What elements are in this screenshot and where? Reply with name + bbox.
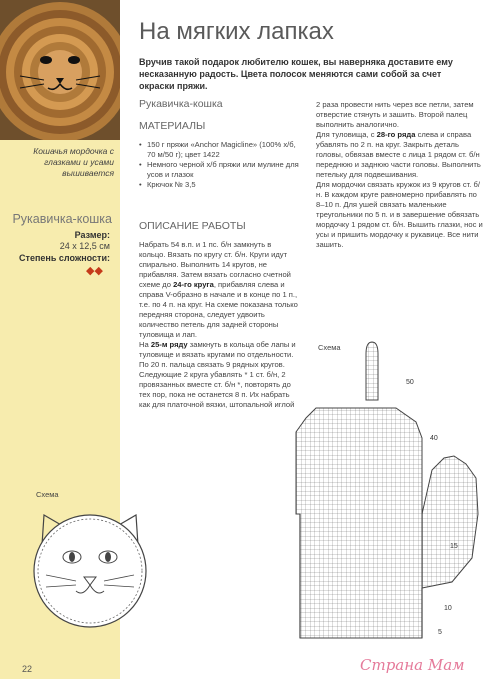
sidebar-title: Рукавичка-кошка (12, 212, 112, 226)
mitten-schema-label: Схема (318, 343, 341, 352)
sidebar (0, 0, 120, 679)
chart-number: 5 (438, 629, 442, 636)
cat-mitten-photo (0, 0, 120, 140)
material-item: • Немного черной х/б пряжи или мулине для усов и глазок (139, 160, 299, 180)
watermark: Страна Мам (360, 656, 465, 674)
chart-number: 15 (450, 543, 458, 550)
material-item: • 150 г пряжи «Anchor Magicline» (100% х/б, 70 м/50 г); цвет 1422 (139, 140, 299, 160)
size-value: 24 x 12,5 см (59, 241, 110, 251)
page-number: 22 (22, 664, 33, 674)
difficulty-label: Степень сложности: (19, 253, 110, 263)
photo-caption: Кошачья мордочка с глазками и усами вышивается (33, 146, 114, 178)
face-schema-label: Схема (36, 490, 59, 499)
intro-text: Вручив такой подарок любителю кошек, вы наверняка доставите ему несказанную радость. Цвета полосок меняются сами собой за счет окраски пряжи. (139, 57, 453, 91)
chart-number: 10 (444, 605, 452, 612)
difficulty-diamond-icons: ◆◆ (86, 265, 103, 277)
page-title: На мягких лапках (139, 18, 334, 45)
cat-face-diagram (30, 505, 150, 630)
description-heading: ОПИСАНИЕ РАБОТЫ (139, 220, 246, 232)
materials-list (139, 140, 299, 190)
chart-number: 40 (430, 435, 438, 442)
size-label: Размер: (74, 230, 110, 240)
materials-list-wrap (139, 140, 299, 190)
pattern-subtitle: Рукавичка-кошка (139, 98, 223, 110)
material-item: • Крючок № 3,5 (139, 180, 299, 190)
mitten-chart-diagram (292, 338, 492, 658)
continuation-text: 2 раза провести нить через все петли, затем отверстие стянуть и зашить. Второй палец выполнить аналогично. Для туловища, с 28-го ряда слева и справа убавлять по 2 п. на круг. Закрыть деталь головы, обвязав вместе с лица 1 рядом ст. б/н переднюю и заднюю части головы. Выполнить петельку для подвешивания. Для мордочки связать кружок из 9 кругов ст. б/н. В каждом круге равномерно прибавлять по 8–10 п. Для ушей связать маленькие треугольники по 5 п. и в завершение обвязать мордочку 1 рядом ст. б/н. Вышить глазки, нос и усы и пришить мордочку к рукавице. Все нити зашить. (316, 100, 483, 249)
description-text: Набрать 54 в.п. и 1 пс. б/н замкнуть в кольцо. Вязать по кругу ст. б/н. Круги идут спирально. Выполнить 14 кругов, не прибавляя. Затем вязать согласно счетной схеме до 24-го круга, прибавляя слева и справа V-образно в начале и в конце по 1 п., т.е. по 4 п. на круг. На схеме показана только передняя сторона, следует удвоить количество петель для задней стороны туловища и лап. На 25-м ряду замкнуть в кольца обе лапы и туловище и вязать кругами по отдельности. По 20 п. пальца связать 9 рядных кругов. Следующие 2 круга убавлять * 1 ст. б/н, 2 провязанных вместе ст. б/н *, повторять до тех пор, пока не останется 8 п. Их набрать как для платочной вязки, штопальной иглой (139, 240, 298, 409)
chart-number: 50 (406, 379, 414, 386)
materials-heading: МАТЕРИАЛЫ (139, 120, 206, 132)
